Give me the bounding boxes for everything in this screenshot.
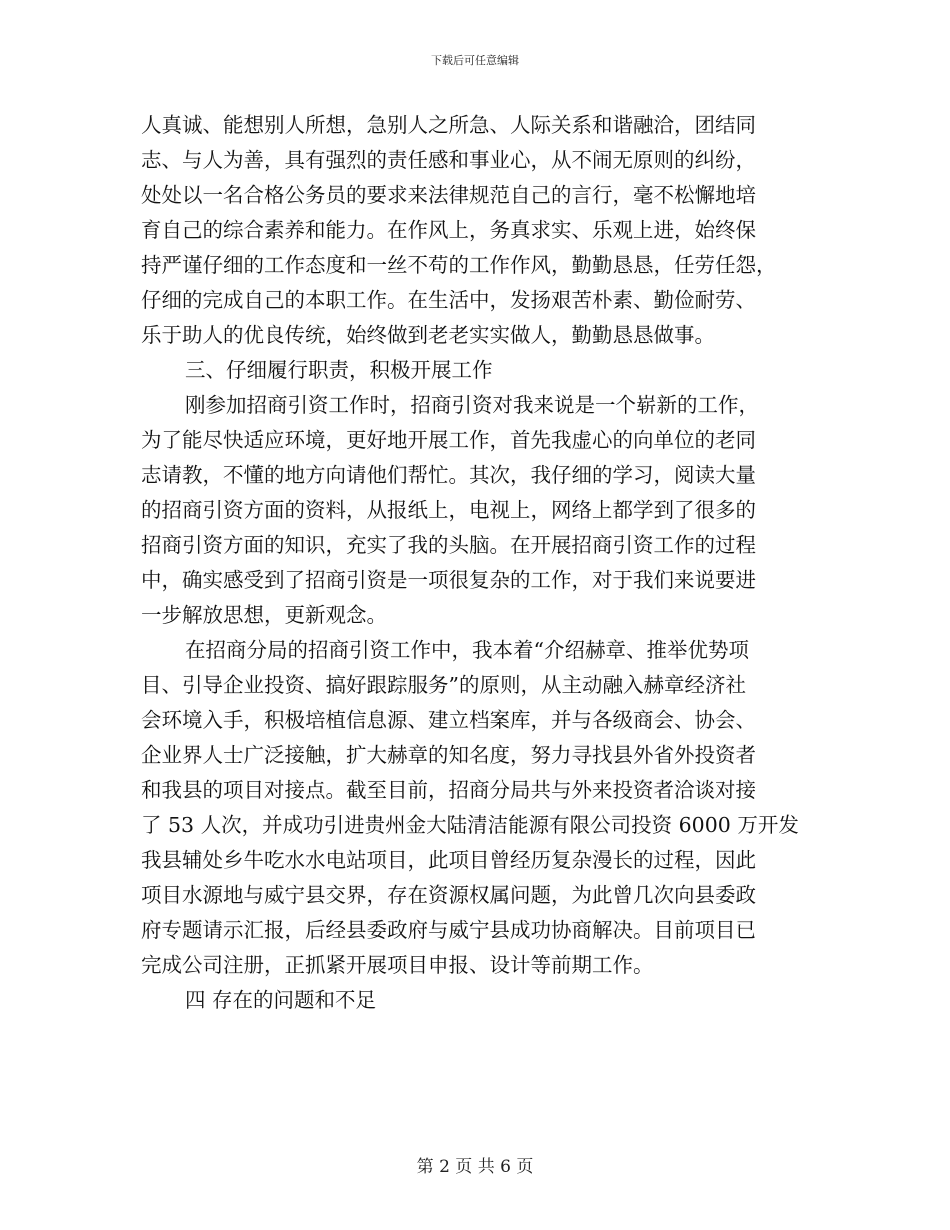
paragraph-line: 项目水源地与威宁县交界，存在资源权属问题，为此曾几次向县委政 <box>141 883 756 907</box>
paragraph-line: 育自己的综合素养和能力。在作风上，务真求实、乐观上进，始终保 <box>141 218 756 242</box>
paragraph-line: 企业界人士广泛接触，扩大赫章的知名度，努力寻找县外省外投资者 <box>141 743 756 767</box>
paragraph-line: 在招商分局的招商引资工作中，我本着“介绍赫章、推举优势项 <box>185 638 749 662</box>
section-heading: 三、仔细履行职责，积极开展工作 <box>185 358 493 382</box>
paragraph-line: 人真诚、能想别人所想，急别人之所急、人际关系和谐融洽，团结同 <box>141 113 756 137</box>
paragraph-line: 仔细的完成自己的本职工作。在生活中，发扬艰苦朴素、勤俭耐劳、 <box>141 288 756 312</box>
paragraph-line: 完成公司注册，正抓紧开展项目申报、设计等前期工作。 <box>141 953 654 977</box>
page-number-footer: 第 2 页 共 6 页 <box>416 1157 534 1177</box>
paragraph-line: 招商引资方面的知识，充实了我的头脑。在开展招商引资工作的过程 <box>141 533 756 557</box>
paragraph-line: 乐于助人的优良传统，始终做到老老实实做人，勤勤恳恳做事。 <box>141 323 715 347</box>
paragraph-line: 我县辅处乡牛吃水水电站项目，此项目曾经历复杂漫长的过程，因此 <box>141 848 756 872</box>
paragraph-line: 为了能尽快适应环境，更好地开展工作，首先我虚心的向单位的老同 <box>141 428 756 452</box>
paragraph-line: 的招商引资方面的资料，从报纸上，电视上，网络上都学到了很多的 <box>141 498 756 522</box>
paragraph-line: 刚参加招商引资工作时，招商引资对我来说是一个崭新的工作， <box>185 393 759 417</box>
section-heading: 四 存在的问题和不足 <box>185 988 377 1012</box>
paragraph-line: 处处以一名合格公务员的要求来法律规范自己的言行，毫不松懈地培 <box>141 183 756 207</box>
paragraph-line: 中，确实感受到了招商引资是一项很复杂的工作，对于我们来说要进 <box>141 568 756 592</box>
page-header: 下载后可任意编辑 <box>431 54 519 67</box>
paragraph-line: 了 53 人次，并成功引进贵州金大陆清洁能源有限公司投资 6000 万开发 <box>141 813 799 837</box>
paragraph-line: 一步解放思想，更新观念。 <box>141 603 387 627</box>
paragraph-line: 志、与人为善，具有强烈的责任感和事业心，从不闹无原则的纠纷， <box>141 148 756 172</box>
paragraph-line: 和我县的项目对接点。截至目前，招商分局共与外来投资者洽谈对接 <box>141 778 756 802</box>
paragraph-line: 持严谨仔细的工作态度和一丝不苟的工作作风，勤勤恳恳，任劳任怨， <box>141 253 777 277</box>
paragraph-line: 会环境入手，积极培植信息源、建立档案库，并与各级商会、协会、 <box>141 708 756 732</box>
document-body <box>141 108 813 1018</box>
paragraph-line: 府专题请示汇报，后经县委政府与威宁县成功协商解决。目前项目已 <box>141 918 756 942</box>
paragraph-line: 目、引导企业投资、搞好跟踪服务”的原则，从主动融入赫章经济社 <box>141 673 746 697</box>
paragraph-line: 志请教，不懂的地方向请他们帮忙。其次，我仔细的学习，阅读大量 <box>141 463 756 487</box>
